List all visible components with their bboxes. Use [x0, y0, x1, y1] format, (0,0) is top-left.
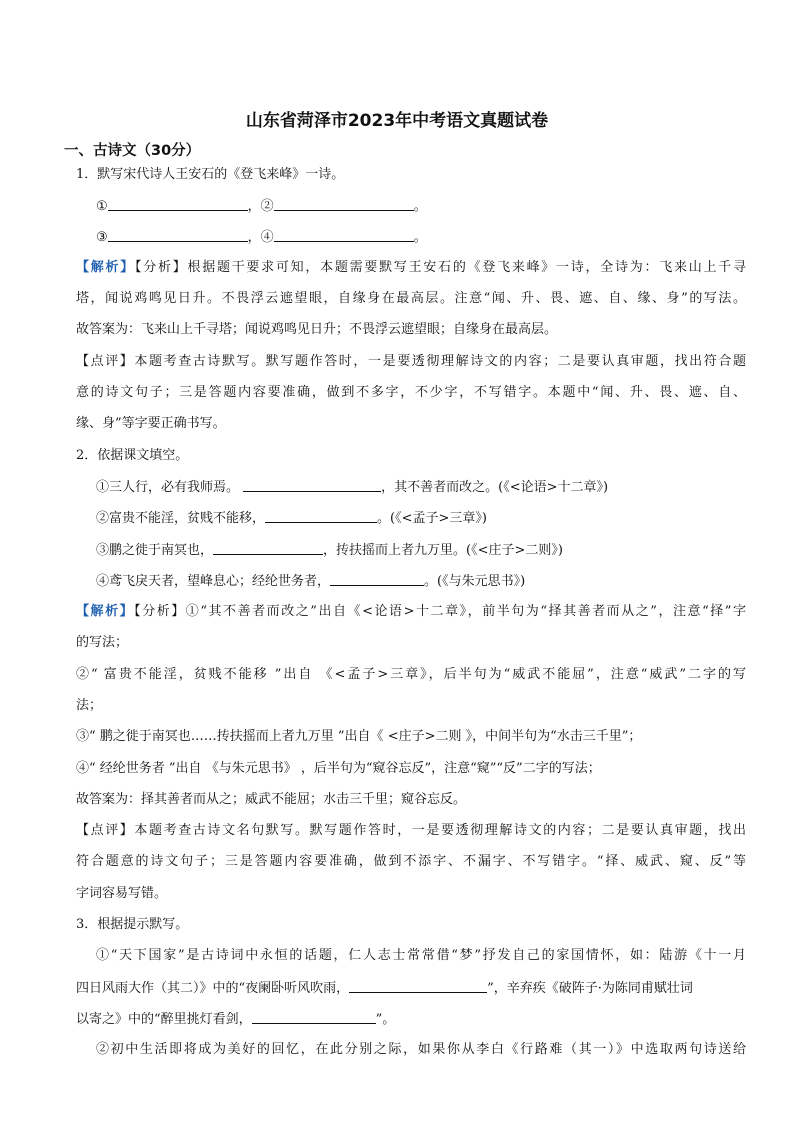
answer-blank[interactable] — [243, 478, 381, 492]
comment-text: 符合题意的诗文句子；三是答题内容要准确，做到不添字、不漏字、不写错字。“择、威武、窥、反”等 — [76, 854, 746, 869]
question-1-blanks-row-2: ③ ，④ 。 — [96, 230, 427, 245]
question-3-stem: 3．根据提示默写。 — [76, 917, 189, 932]
analysis-text: 法； — [76, 698, 103, 713]
analysis-text: 塔，闻说鸡鸣见日升。不畏浮云遮望眼，自缘身在最高层。注意“闻、升、畏、遮、自、缘、身”的写法。 — [76, 291, 746, 306]
question-2-item-2: ②富贵不能淫，贫贱不能移， 。(《<孟子>三章》) — [96, 511, 487, 526]
analysis-text: 【解析】【分析】①“其不善者而改之”出自《<论语>十二章》，前半句为“择其善者而从之”，注意“择”字 — [76, 604, 746, 619]
analysis-text: ③“ 鹏之徙于南冥也……抟扶摇而上者九万里 ”出自《 <庄子>二则 》，中间半句为“水击三千里”； — [76, 729, 642, 744]
analysis-text: 【解析】【分析】根据题干要求可知，本题需要默写王安石的《登飞来峰》一诗，全诗为：飞来山上千寻 — [76, 260, 746, 275]
question-3-text: 四日风雨大作（其二）》中的“夜阑卧听风吹雨， ”，辛弃疾《破阵子·为陈同甫赋壮词 — [76, 981, 693, 996]
comment-text: 字词容易写错。 — [76, 886, 168, 901]
comment-text: 【点评】本题考查古诗默写。默写题作答时，一是要透彻理解诗文的内容；二是要认真审题，找出符合题 — [76, 354, 746, 369]
answer-blank[interactable] — [349, 979, 487, 993]
question-2-stem: 2．依据课文填空。 — [76, 448, 189, 463]
answer-blank[interactable] — [108, 228, 248, 242]
question-2-item-1: ①三人行，必有我师焉。 ，其不善者而改之。(《<论语>十二章》) — [96, 480, 609, 495]
answer-blank[interactable] — [274, 197, 414, 211]
analysis-text: ②“ 富贵不能淫，贫贱不能移 ”出自 《<孟子>三章》，后半句为“威武不能屈”，注意“威武”二字的写 — [76, 667, 746, 682]
answer-blank[interactable] — [108, 197, 248, 211]
answer-blank[interactable] — [252, 1010, 376, 1024]
section-heading: 一、古诗文（30分） — [64, 143, 201, 159]
analysis-text: 故答案为：择其善者而从之；威武不能屈；水击三千里；窥谷忘反。 — [76, 792, 467, 807]
page-title: 山东省菏泽市2023年中考语文真题试卷 — [245, 111, 549, 131]
comment-text: 【点评】本题考查古诗文名句默写。默写题作答时，一是要透彻理解诗文的内容；二是要认真审题，找出 — [76, 823, 746, 838]
question-3-text: 以寄之》中的“醉里挑灯看剑， ”。 — [76, 1012, 396, 1027]
question-2-item-3: ③鹏之徙于南冥也， ，抟扶摇而上者九万里。(《<庄子>二则》) — [96, 543, 563, 558]
answer-blank[interactable] — [274, 228, 414, 242]
comment-text: 意的诗文句子；三是答题内容要准确，做到不多字，不少字，不写错字。本题中“闻、升、畏、遮、自、 — [76, 385, 746, 400]
question-3-text: ②初中生活即将成为美好的回忆，在此分别之际，如果你从李白《行路难（其一）》中选取两句诗送给 — [96, 1042, 746, 1057]
question-1-blanks-row-1: ① ，② 。 — [96, 199, 427, 214]
analysis-text: ④“ 经纶世务者 ”出自 《与朱元思书》 ，后半句为“窥谷忘反”，注意“窥”“反”二字的写法； — [76, 761, 601, 776]
comment-text: 缘、身”等字要正确书写。 — [76, 416, 226, 431]
answer-blank[interactable] — [265, 509, 377, 523]
question-1-stem: 1．默写宋代诗人王安石的《登飞来峰》一诗。 — [76, 167, 345, 182]
answer-blank[interactable] — [330, 572, 424, 586]
analysis-text: 故答案为：飞来山上千寻塔；闻说鸡鸣见日升；不畏浮云遮望眼；自缘身在最高层。 — [76, 322, 558, 337]
question-3-text: ①“天下国家”是古诗词中永恒的话题，仁人志士常常借“梦”抒发自己的家国情怀，如：陆游《十一月 — [96, 948, 746, 963]
analysis-text: 的写法； — [76, 635, 129, 650]
answer-blank[interactable] — [213, 541, 323, 555]
question-2-item-4: ④鸢飞戾天者，望峰息心；经纶世务者， 。(《与朱元思书》) — [96, 574, 526, 589]
